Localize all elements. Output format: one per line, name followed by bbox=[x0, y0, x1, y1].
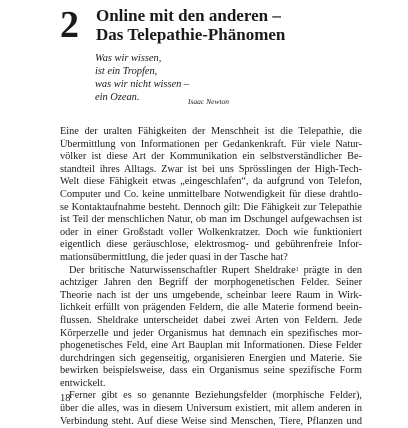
body-line-tail: prägte in den bbox=[298, 264, 362, 276]
page-number: 18 bbox=[60, 393, 71, 404]
body-line: ist Teil der menschlichen Natur, ob man im Dschungel aufgewachsen ist bbox=[60, 214, 362, 226]
epigraph-line: ist ein Tropfen, bbox=[95, 66, 158, 77]
body-line: bewirken beispielsweise, dass ein Organismus seine spezifische Form bbox=[60, 365, 362, 377]
body-line: Körperzelle und jeder Organismus hat demnach ein spezifisches mor- bbox=[60, 327, 362, 339]
body-line-head: Der britische Naturwissenschaftler Rupert Sheldrake bbox=[69, 264, 296, 276]
body-line: Übermittlung von Informationen per Gedankenkraft. Für viele Natur- bbox=[60, 138, 362, 150]
body-line: Verbindung steht. Auf diese Weise sind Menschen, Tiere, Pflanzen und bbox=[60, 415, 362, 427]
body-line: standteil ihres Alltags. Zwar ist bei uns Sprösslingen der High-Tech- bbox=[60, 163, 362, 175]
body-line: Theorie nach ist der uns umgebende, scheinbar leere Raum in Wirk- bbox=[60, 289, 362, 301]
chapter-title-line-2: Das Telepathie-Phänomen bbox=[96, 25, 286, 44]
body-line-with-footnote bbox=[60, 265, 362, 278]
body-line: über die alles, was in diesem Universum existiert, mit allem anderen in bbox=[60, 403, 362, 415]
footnote-marker[interactable]: 1 bbox=[295, 266, 299, 273]
epigraph-line: ein Ozean. bbox=[95, 92, 140, 103]
body-line: lichkeit erfüllt von prägenden Feldern, die alle Materie formend beein- bbox=[60, 302, 362, 314]
epigraph-line: was wir nicht wissen – bbox=[95, 79, 190, 90]
body-text bbox=[60, 126, 362, 428]
body-line: eigentlich diese geräuschlose, elektrosmog- und gebührenfreie Infor- bbox=[60, 239, 362, 251]
body-line: Computer und Co. keine unmittelbare Notwendigkeit für diese drahtlo- bbox=[60, 188, 362, 200]
body-line: entwickelt. bbox=[60, 377, 106, 389]
body-line: oder in einer Großstadt voller Wolkenkratzer. Doch wie funktioniert bbox=[60, 226, 362, 238]
epigraph bbox=[95, 52, 189, 104]
body-line: achtziger Jahren den Begriff der morphogenetischen Felder. Seiner bbox=[60, 277, 362, 289]
body-line: durchdringen sich gegenseitig, organisieren Energien und Materie. Sie bbox=[60, 352, 362, 364]
chapter-number: 2 bbox=[60, 4, 79, 46]
body-line: flussen. Sheldrake unterscheidet dabei zwei Arten von Feldern. Jede bbox=[60, 314, 362, 326]
epigraph-line: Was wir wissen, bbox=[95, 53, 162, 64]
body-line: phogenetisches Feld, eine Art Bauplan mit Informationen. Diese Felder bbox=[60, 340, 362, 352]
body-line: Welt diese Fähigkeit etwas „eingeschlafen“, da aufgrund von Telefon, bbox=[60, 176, 362, 188]
epigraph-attribution: Isaac Newton bbox=[188, 97, 230, 106]
body-line: mationsübermittlung, die jeder quasi in der Tasche hat? bbox=[60, 251, 288, 263]
body-line: Eine der uralten Fähigkeiten der Menschheit ist die Telepathie, die bbox=[60, 126, 362, 137]
body-line: Ferner gibt es so genannte Beziehungsfelder (morphische Felder), bbox=[69, 390, 362, 402]
body-line: völker ist diese Art der Kommunikation ein selbstverständlicher Be- bbox=[60, 151, 362, 163]
body-line: se Kontaktaufnahme besteht. Dennoch gilt: Die Fähigkeit zur Telepathie bbox=[60, 201, 362, 213]
chapter-title-line-1: Online mit den anderen – bbox=[96, 6, 281, 25]
chapter-title bbox=[96, 6, 285, 44]
